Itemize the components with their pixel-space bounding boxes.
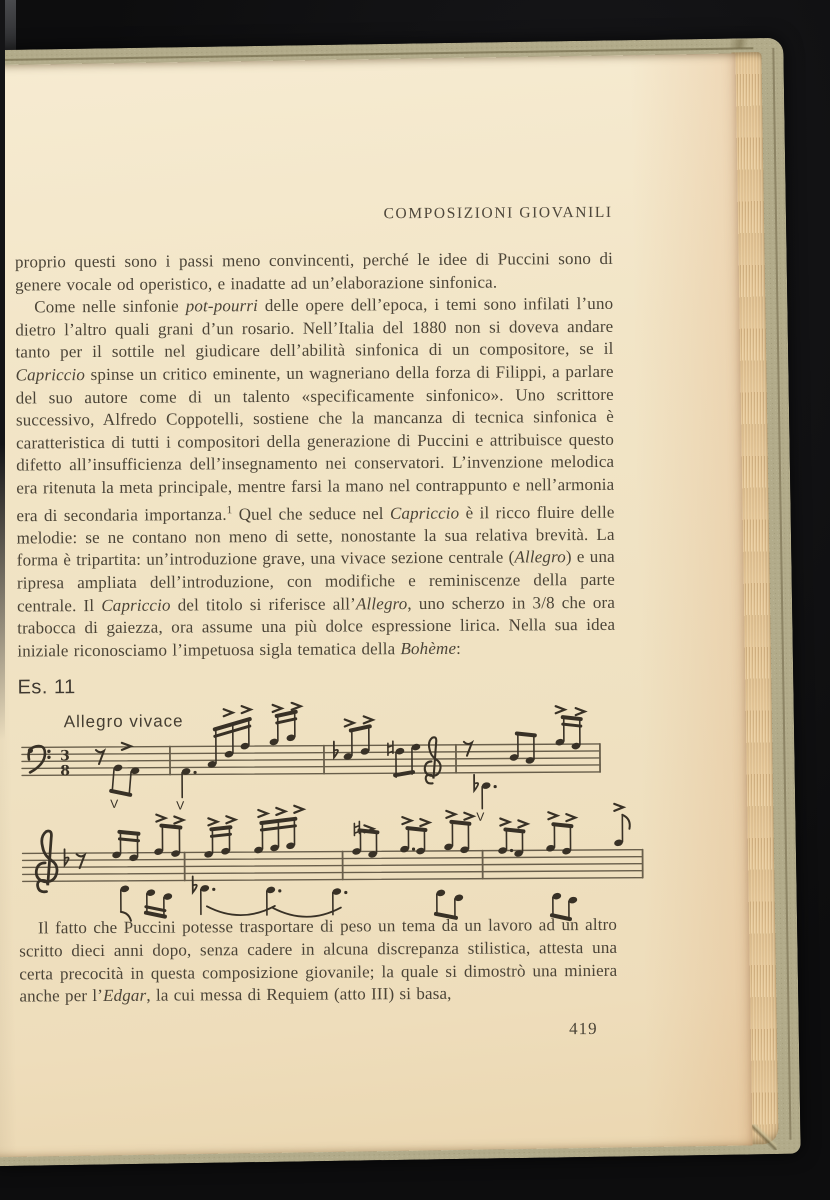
cover-fold-bottom-right (750, 1124, 776, 1150)
tempo-marking: Allegro vivace (63, 711, 184, 732)
text-block-upper (15, 248, 616, 663)
paragraph: Come nelle sinfonie pot-pourri delle opere dell’epoca, i temi sono infilati l’uno dietro l’altro quali grani d’un rosario. Nell’Italia del 1880 non si doveva andare tanto per il sottile nel giudicare dell’abilità sinfonica di un compositore, se il Capriccio spinse un critico eminente, un wagneriano della forza di Filippi, a parlare del suo autore come di un talento «specificamente sinfonico». Uno scrittore successivo, Alfredo Coppotelli, sostiene che la mancanza di tecnica sinfonica è caratteristica di tutti i compositori della generazione di Puccini e attribuisce questo difetto all’insufficienza dell’insegnamento nei conservatori. L’invenzione melodica era ritenuta la meta principale, mentre farsi la mano nel contrappunto e nell’armonia era di secondaria importanza.$^1$ Quel che seduce nel Capriccio è il ricco fluire delle melodie: se ne contano non meno di sette, nonostante la sua relativa brevità. La forma è tripartita: un’introduzione grave, una vivace sezione centrale (Allegro) e una ripresa ampliata dell’introduzione, con modifiche e reminiscenze della parte centrale. Il Capriccio del titolo si riferisce all’Allegro, uno scherzo in 3/8 che ora trabocca di gaiezza, ora assume una più dolce espressione lirica. Nella sua idea iniziale riconosciamo l’impetuosa sigla tematica della Bohème: (15, 294, 616, 661)
bowing-mark: V (476, 809, 485, 825)
paragraph: Il fatto che Puccini potesse trasportare di peso un tema da un lavoro ad un altro scritto dieci anni dopo, senza cadere in alcuna discrepanza stilistica, attesta una certa precocità in questa composizione giovanile; la quale si dimostrò una miniera anche per l’Edgar, la cui messa di Requiem (atto III) si basa, (19, 915, 618, 1006)
photo-left-shade (0, 0, 5, 740)
treble-clef-icon (36, 831, 57, 892)
flat-icon (65, 850, 69, 866)
time-signature-denominator: 8 (60, 763, 70, 780)
book-cover (0, 38, 801, 1167)
running-header: COMPOSIZIONI GIOVANILI (383, 203, 613, 223)
slur (207, 906, 275, 915)
page-content (0, 57, 747, 1154)
example-label: Es. 11 (17, 676, 76, 699)
book-page (0, 53, 753, 1157)
paragraph: proprio questi sono i passi meno convincenti, perché le idee di Puccini sono di genere vocale od operistico, e inadatte ad un’elaborazione sinfonica. (14, 248, 613, 295)
treble-clef-change-icon (425, 738, 441, 784)
time-signature-numerator: 3 (60, 748, 70, 765)
page-number: 419 (569, 1018, 598, 1038)
bowing-mark: V (110, 797, 119, 812)
music-example (12, 700, 617, 930)
text-block-lower (19, 914, 618, 1008)
staff2-notes (111, 804, 630, 922)
cover-corner-fold (723, 39, 753, 48)
bowing-mark: V (176, 798, 185, 813)
text-column (15, 204, 618, 1042)
